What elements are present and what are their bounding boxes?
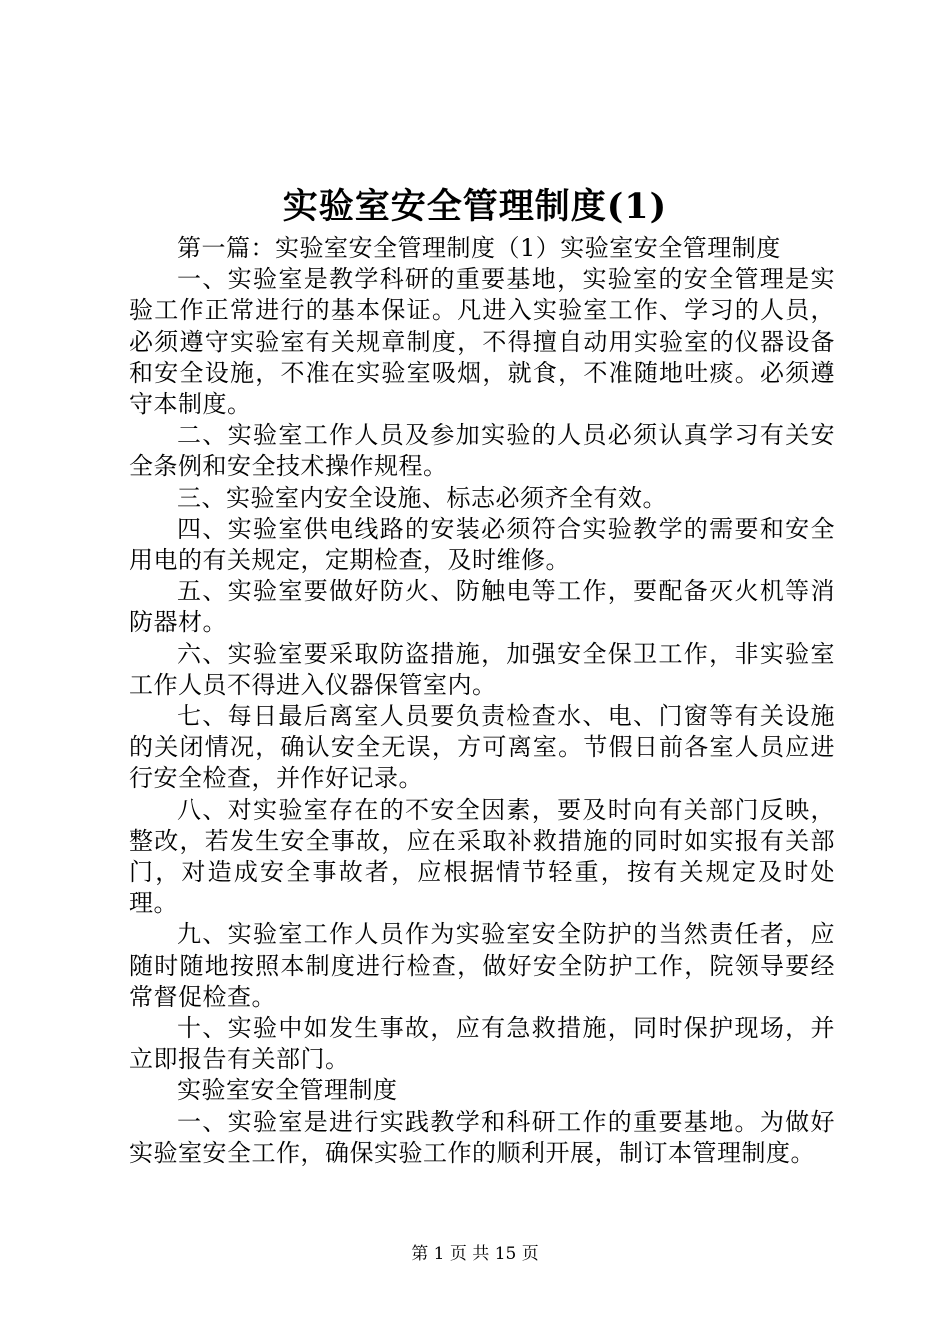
paragraph-item-9: 九、实验室工作人员作为实验室安全防护的当然责任者，应随时随地按照本制度进行检查，做好安全防护工作，院领导要经常督促检查。 bbox=[129, 920, 835, 1011]
section-subtitle: 实验室安全管理制度 bbox=[177, 1076, 398, 1105]
paragraph-item-3: 三、实验室内安全设施、标志必须齐全有效。 bbox=[177, 483, 667, 512]
paragraph-item-1: 一、实验室是教学科研的重要基地，实验室的安全管理是实验工作正常进行的基本保证。凡进入实验室工作、学习的人员，必须遵守实验室有关规章制度，不得擅自动用实验室的仪器设备和安全设施，不准在实验室吸烟，就食，不准随地吐痰。必须遵守本制度。 bbox=[129, 265, 835, 419]
page-number-footer: 第 1 页 共 15 页 bbox=[411, 1244, 539, 1264]
paragraph-item-2: 二、实验室工作人员及参加实验的人员必须认真学习有关安全条例和安全技术操作规程。 bbox=[129, 421, 835, 481]
paragraph-item-8: 八、对实验室存在的不安全因素，要及时向有关部门反映，整改，若发生安全事故，应在采取补救措施的同时如实报有关部门，对造成安全事故者，应根据情节轻重，按有关规定及时处理。 bbox=[129, 795, 835, 918]
paragraph-item-7: 七、每日最后离室人员要负责检查水、电、门窗等有关设施的关闭情况，确认安全无误，方可离室。节假日前各室人员应进行安全检查，并作好记录。 bbox=[129, 702, 835, 793]
document-title: 实验室安全管理制度(1) bbox=[282, 186, 668, 227]
paragraph-item-6: 六、实验室要采取防盗措施，加强安全保卫工作，非实验室工作人员不得进入仪器保管室内。 bbox=[129, 639, 835, 699]
paragraph-heading: 第一篇：实验室安全管理制度（1）实验室安全管理制度 bbox=[177, 234, 781, 262]
paragraph-item-4: 四、实验室供电线路的安装必须符合实验教学的需要和安全用电的有关规定，定期检查，及时维修。 bbox=[129, 514, 835, 575]
document-body bbox=[129, 233, 835, 1169]
paragraph-item-second-1: 一、实验室是进行实践教学和科研工作的重要基地。为做好实验室安全工作，确保实验工作的顺利开展，制订本管理制度。 bbox=[129, 1107, 835, 1167]
paragraph-item-10: 十、实验中如发生事故，应有急救措施，同时保护现场，并立即报告有关部门。 bbox=[129, 1014, 835, 1074]
paragraph-item-5: 五、实验室要做好防火、防触电等工作，要配备灭火机等消防器材。 bbox=[129, 577, 835, 637]
